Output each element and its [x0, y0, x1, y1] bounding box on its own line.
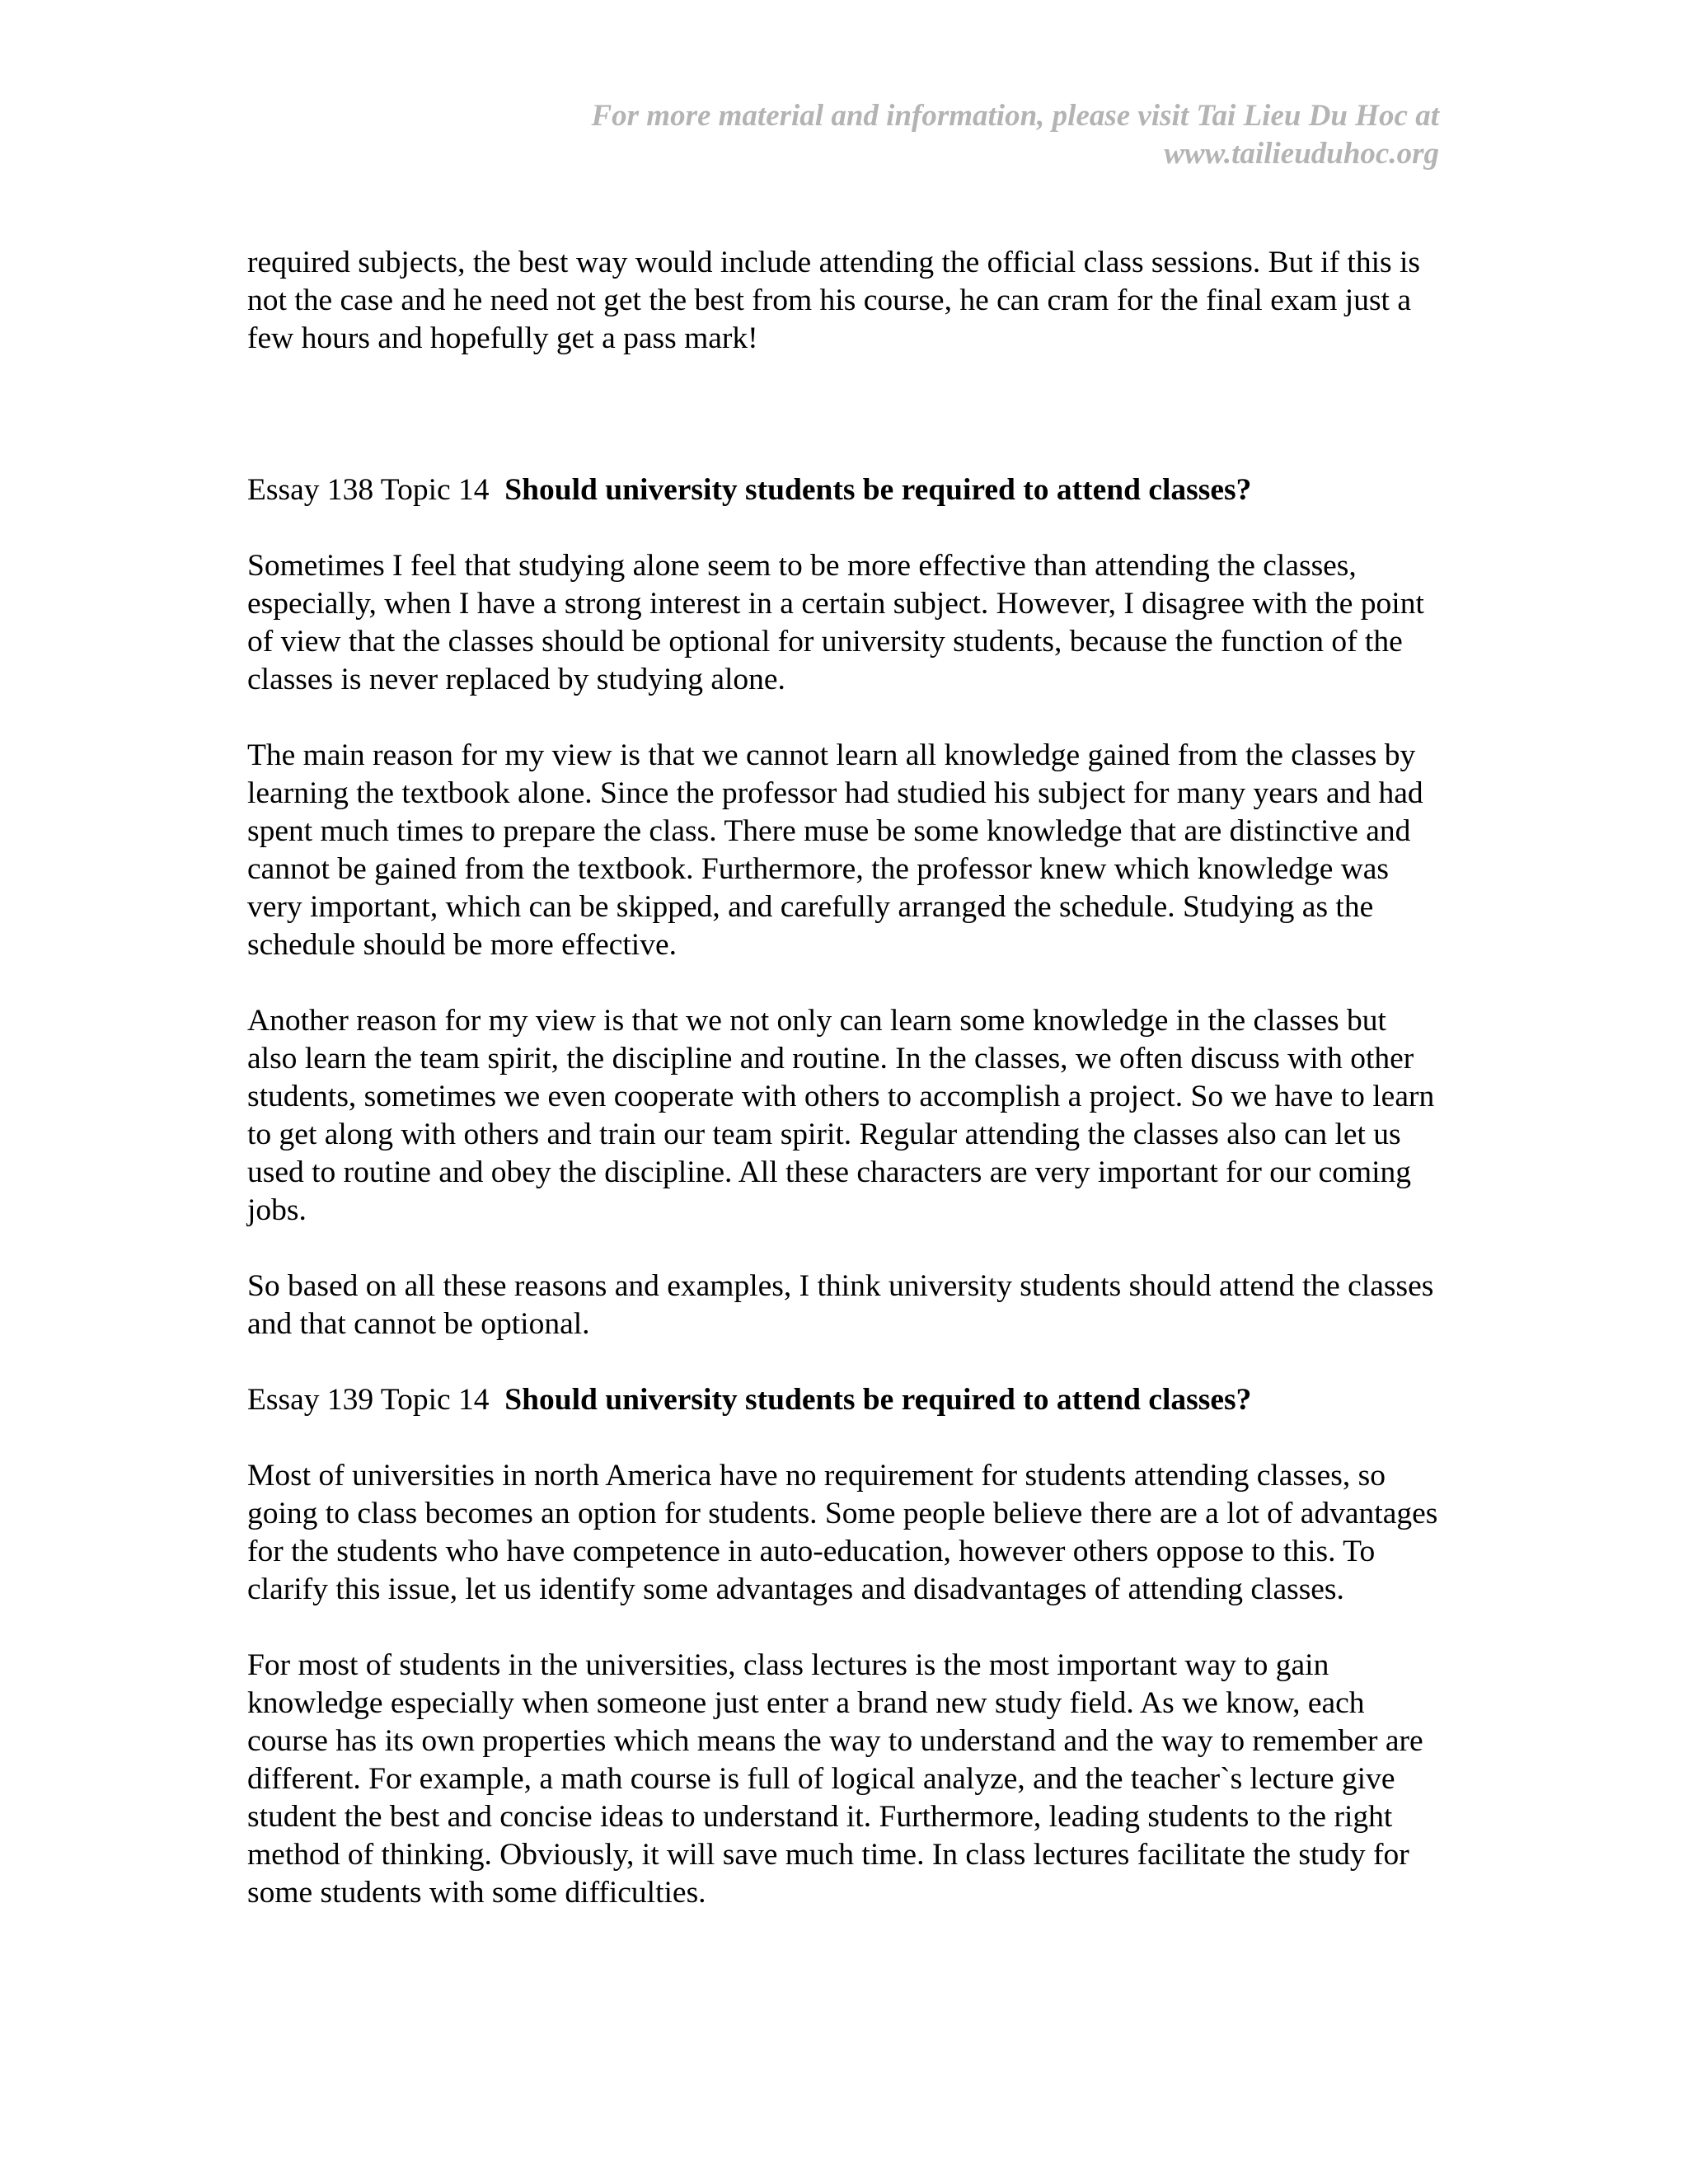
spacer	[247, 1419, 1441, 1457]
essay-138-heading	[247, 471, 1441, 509]
spacer	[247, 358, 1441, 471]
header-website-link[interactable]: www.tailieuduhoc.org	[1164, 137, 1439, 171]
page-header	[368, 97, 1439, 173]
spacer	[247, 509, 1441, 547]
spacer	[247, 1343, 1441, 1381]
essay-138-label: Essay 138 Topic 14	[247, 473, 490, 507]
essay-138-topic: Should university students be required to attend classes?	[504, 473, 1252, 507]
essay-138-paragraph-2: The main reason for my view is that we cannot learn all knowledge gained from the classes by learning the textbook alone. Since the professor had studied his subject for many years and had spent much times to prepare the class. There muse be some knowledge that are distinctive and cannot be gained from the textbook. Furthermore, the professor knew which knowledge was very important, which can be skipped, and carefully arranged the schedule. Studying as the schedule should be more effective.	[247, 738, 1423, 962]
spacer	[247, 699, 1441, 737]
document-body	[247, 244, 1441, 1912]
spacer	[247, 1609, 1441, 1647]
intro-paragraph: required subjects, the best way would include attending the official class sessions. But if this is not the case and he need not get the best from his course, he can cram for the final exam just a few hours and hopefully get a pass mark!	[247, 246, 1421, 355]
spacer	[247, 1230, 1441, 1268]
essay-139-paragraph-1: Most of universities in north America have no requirement for students attending classes, so going to class becomes an option for students. Some people believe there are a lot of advantages for the students who have competence in auto-education, however others oppose to this. To clarify this issue, let us identify some advantages and disadvantages of attending classes.	[247, 1459, 1438, 1606]
spacer	[247, 964, 1441, 1002]
essay-139-topic: Should university students be required to attend classes?	[504, 1383, 1252, 1417]
header-line-1: For more material and information, please visit Tai Lieu Du Hoc at	[591, 99, 1439, 133]
essay-138-paragraph-3: Another reason for my view is that we not only can learn some knowledge in the classes but also learn the team spirit, the discipline and routine. In the classes, we often discuss with other students, sometimes we even cooperate with others to accomplish a project. So we have to learn to get along with others and train our team spirit. Regular attending the classes also can let us used to routine and obey the discipline. All these characters are very important for our coming jobs.	[247, 1004, 1435, 1227]
essay-139-paragraph-2: For most of students in the universities, class lectures is the most important way to gain knowledge especially when someone just enter a brand new study field. As we know, each course has its own properties which means the way to understand and the way to remember are different. For example, a math course is full of logical analyze, and the teacher`s lecture give student the best and concise ideas to understand it. Furthermore, leading students to the right method of thinking. Obviously, it will save much time. In class lectures facilitate the study for some students with some difficulties.	[247, 1648, 1423, 1910]
essay-139-heading	[247, 1381, 1441, 1419]
essay-138-paragraph-1: Sometimes I feel that studying alone seem to be more effective than attending the classes, especially, when I have a strong interest in a certain subject. However, I disagree with the point of view that the classes should be optional for university students, because the function of the classes is never replaced by studying alone.	[247, 549, 1424, 696]
essay-139-label: Essay 139 Topic 14	[247, 1383, 490, 1417]
essay-138-paragraph-4: So based on all these reasons and examples, I think university students should attend the classes and that cannot be optional.	[247, 1269, 1434, 1341]
